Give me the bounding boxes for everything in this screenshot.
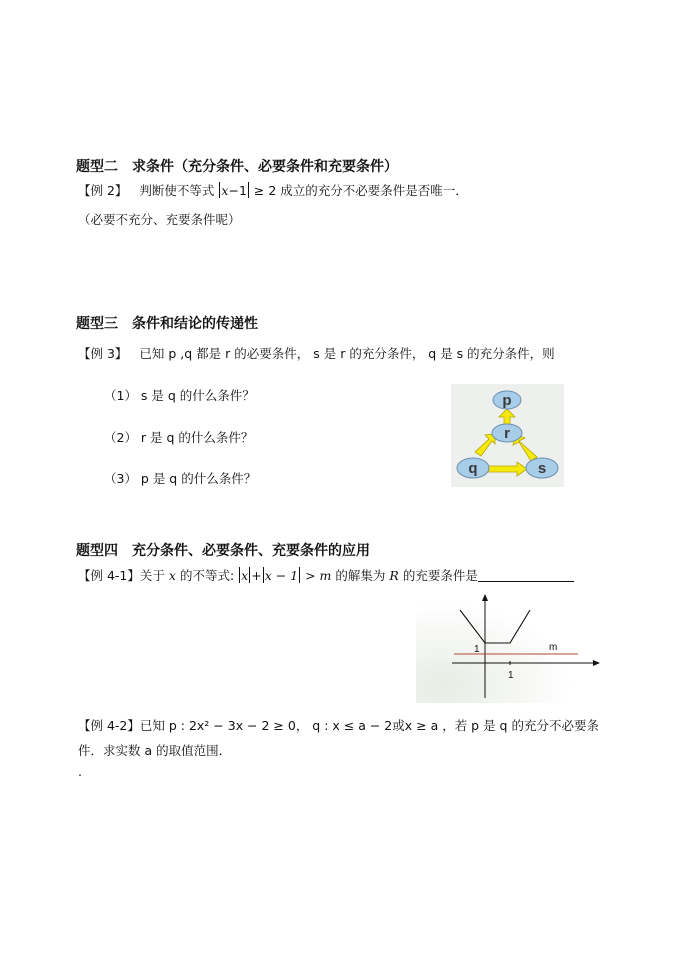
label-m: m [549, 642, 558, 653]
math-var: x [168, 568, 176, 583]
section-2-title: 题型二 求条件（充分条件、必要条件和充要条件） [76, 159, 398, 175]
example-2-question [78, 181, 468, 199]
math-var: x [221, 183, 229, 198]
section-3-title: 题型三 条件和结论的传递性 [76, 316, 258, 332]
math-term: ≥ 2 [253, 183, 277, 198]
example-4-2-line-1 [78, 716, 599, 734]
question-text: 判断使不等式 [139, 183, 215, 198]
statement-text: 已知 p ,q 都是 r 的必要条件， s 是 r 的充分条件， q 是 s 的充分条件，则 [139, 346, 555, 361]
example-3-statement [78, 344, 555, 362]
trailing-dot: . [78, 764, 82, 779]
example-label: 【例 4-1】 [78, 568, 140, 583]
example-2-note: （必要不充分、充要条件呢） [78, 212, 241, 227]
absolute-value-graph [416, 586, 600, 703]
math-term: > m [305, 568, 332, 583]
node-s-label: s [537, 460, 547, 477]
math-term: x [241, 568, 249, 583]
label-x-1: 1 [508, 670, 514, 681]
subquestion-3: （3） p 是 q 的什么条件？ [104, 471, 257, 486]
node-r-label: r [504, 425, 510, 442]
question-text: 的不等式: [179, 568, 235, 583]
question-text: 的解集为 [335, 568, 386, 583]
node-q-label: q [468, 460, 478, 477]
example-4-1-question [78, 566, 574, 584]
node-p-label: p [502, 392, 512, 409]
answer-blank[interactable] [478, 569, 574, 582]
math-var: R [389, 568, 399, 583]
example-4-2-line-2: 件．求实数 a 的取值范围． [78, 743, 232, 758]
math-term: x − 1 [264, 568, 299, 583]
label-y-1: 1 [474, 644, 480, 655]
math-term: −1 [228, 183, 247, 198]
example-label: 【例 2】 [78, 183, 128, 198]
subquestion-1: （1） s 是 q 的什么条件？ [104, 388, 255, 403]
math-op: + [251, 568, 262, 583]
transitivity-diagram [451, 384, 564, 487]
question-text: 的充要条件是 [402, 568, 478, 583]
question-text: 成立的充分不必要条件是否唯一． [280, 183, 468, 198]
section-4-title: 题型四 充分条件、必要条件、充要条件的应用 [76, 543, 370, 559]
subquestion-2: （2） r 是 q 的什么条件？ [104, 430, 254, 445]
question-text: 关于 [139, 568, 165, 583]
example-label: 【例 3】 [78, 346, 128, 361]
example-label: 【例 4-2】 [78, 718, 140, 733]
question-text: 已知 p : 2x² − 3x − 2 ≥ 0， q : x ≤ a − 2或x ≥ a ，若 p 是 q 的充分不必要条 [139, 718, 599, 733]
